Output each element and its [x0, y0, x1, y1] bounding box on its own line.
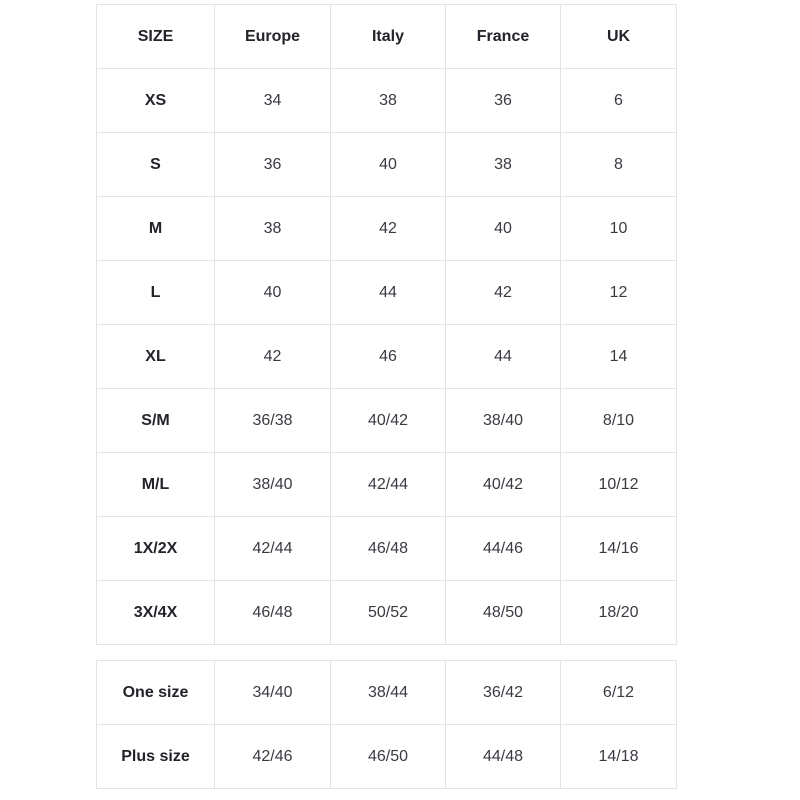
- cell-europe: 42/46: [215, 725, 331, 789]
- row-label: One size: [97, 661, 215, 725]
- table-row: [97, 517, 677, 581]
- cell-france: 44/46: [446, 517, 561, 581]
- cell-italy: 42: [331, 197, 446, 261]
- row-label: S/M: [97, 389, 215, 453]
- size-conversion-table-container: [96, 4, 676, 645]
- row-label: Plus size: [97, 725, 215, 789]
- cell-italy: 40/42: [331, 389, 446, 453]
- cell-italy: 46: [331, 325, 446, 389]
- cell-uk: 18/20: [561, 581, 677, 645]
- cell-europe: 38: [215, 197, 331, 261]
- cell-france: 38: [446, 133, 561, 197]
- table-row: [97, 581, 677, 645]
- cell-uk: 14/18: [561, 725, 677, 789]
- column-header-europe: Europe: [215, 5, 331, 69]
- column-header-france: France: [446, 5, 561, 69]
- row-label: L: [97, 261, 215, 325]
- cell-france: 40: [446, 197, 561, 261]
- column-header-italy: Italy: [331, 5, 446, 69]
- table-body: [97, 69, 677, 645]
- table-row: [97, 389, 677, 453]
- table-body: [97, 661, 677, 789]
- table-row: [97, 261, 677, 325]
- cell-uk: 10/12: [561, 453, 677, 517]
- table-row: [97, 661, 677, 725]
- row-label: M: [97, 197, 215, 261]
- cell-uk: 14: [561, 325, 677, 389]
- cell-italy: 40: [331, 133, 446, 197]
- cell-france: 36: [446, 69, 561, 133]
- row-label: XL: [97, 325, 215, 389]
- one-size-plus-size-table: [96, 660, 677, 789]
- cell-france: 44/48: [446, 725, 561, 789]
- cell-europe: 36/38: [215, 389, 331, 453]
- table-row: [97, 197, 677, 261]
- table-row: [97, 325, 677, 389]
- row-label: 1X/2X: [97, 517, 215, 581]
- cell-italy: 42/44: [331, 453, 446, 517]
- cell-uk: 6/12: [561, 661, 677, 725]
- row-label: M/L: [97, 453, 215, 517]
- table-row: [97, 69, 677, 133]
- cell-italy: 46/48: [331, 517, 446, 581]
- row-label: XS: [97, 69, 215, 133]
- cell-france: 44: [446, 325, 561, 389]
- cell-italy: 50/52: [331, 581, 446, 645]
- cell-france: 40/42: [446, 453, 561, 517]
- size-conversion-table: [96, 4, 677, 645]
- cell-europe: 36: [215, 133, 331, 197]
- cell-france: 38/40: [446, 389, 561, 453]
- one-size-plus-size-table-container: [96, 660, 676, 789]
- cell-italy: 46/50: [331, 725, 446, 789]
- cell-uk: 14/16: [561, 517, 677, 581]
- cell-uk: 8/10: [561, 389, 677, 453]
- cell-europe: 34: [215, 69, 331, 133]
- cell-europe: 42: [215, 325, 331, 389]
- cell-france: 36/42: [446, 661, 561, 725]
- table-row: [97, 725, 677, 789]
- cell-france: 48/50: [446, 581, 561, 645]
- cell-italy: 38/44: [331, 661, 446, 725]
- table-row: [97, 133, 677, 197]
- cell-uk: 8: [561, 133, 677, 197]
- cell-europe: 46/48: [215, 581, 331, 645]
- row-label: S: [97, 133, 215, 197]
- cell-italy: 44: [331, 261, 446, 325]
- cell-uk: 10: [561, 197, 677, 261]
- cell-italy: 38: [331, 69, 446, 133]
- table-header-row: [97, 5, 677, 69]
- cell-europe: 40: [215, 261, 331, 325]
- cell-europe: 34/40: [215, 661, 331, 725]
- cell-uk: 6: [561, 69, 677, 133]
- cell-uk: 12: [561, 261, 677, 325]
- row-label: 3X/4X: [97, 581, 215, 645]
- cell-europe: 38/40: [215, 453, 331, 517]
- column-header-size: SIZE: [97, 5, 215, 69]
- column-header-uk: UK: [561, 5, 677, 69]
- cell-france: 42: [446, 261, 561, 325]
- table-header: [97, 5, 677, 69]
- cell-europe: 42/44: [215, 517, 331, 581]
- table-row: [97, 453, 677, 517]
